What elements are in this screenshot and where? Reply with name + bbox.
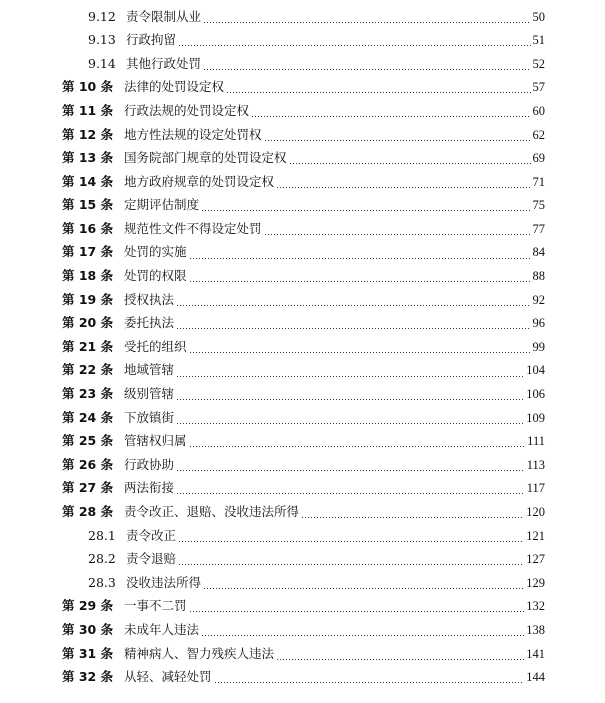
toc-entry-title: 处罚的实施 — [124, 244, 187, 260]
toc-entry-number: 28.3 — [88, 574, 116, 590]
toc-entry-title: 地方性法规的设定处罚权 — [124, 126, 262, 142]
dot-leader — [289, 163, 531, 164]
toc-entry[interactable] — [0, 312, 605, 336]
dot-leader — [189, 352, 531, 353]
toc-entry-title: 地方政府规章的处罚设定权 — [124, 173, 275, 189]
toc-entry-number: 第 19 条 — [62, 291, 114, 307]
dot-leader — [264, 234, 531, 235]
toc-entry-page-number: 127 — [526, 552, 545, 567]
toc-entry-page-number: 69 — [532, 151, 545, 166]
toc-entry-page-number: 99 — [532, 339, 545, 354]
toc-entry-title: 国务院部门规章的处罚设定权 — [124, 150, 287, 166]
toc-entry[interactable] — [0, 453, 605, 477]
toc-entry[interactable] — [0, 430, 605, 454]
dot-leader — [178, 45, 530, 46]
dot-leader — [176, 305, 530, 306]
toc-entry-page-number: 71 — [532, 174, 545, 189]
toc-entry[interactable] — [0, 265, 605, 289]
toc-entry-page-number: 60 — [532, 103, 545, 118]
toc-entry-title: 责令限制从业 — [126, 8, 202, 24]
toc-entry-title: 授权执法 — [124, 291, 175, 307]
toc-entry-number: 第 32 条 — [62, 669, 114, 685]
toc-entry-number: 第 13 条 — [62, 150, 114, 166]
toc-entry-number: 第 29 条 — [62, 598, 114, 614]
dot-leader — [203, 22, 530, 23]
dot-leader — [201, 210, 530, 211]
toc-entry-title: 没收违法所得 — [126, 574, 202, 590]
toc-entry-page-number: 132 — [526, 599, 545, 614]
toc-entry[interactable] — [0, 76, 605, 100]
dot-leader — [176, 399, 524, 400]
toc-entry-title: 精神病人、智力残疾人违法 — [124, 645, 275, 661]
toc-entry-page-number: 104 — [526, 363, 545, 378]
toc-entry-number: 第 24 条 — [62, 409, 114, 425]
toc-entry[interactable] — [0, 147, 605, 171]
toc-entry-title: 下放镇街 — [124, 409, 175, 425]
toc-entry[interactable] — [0, 335, 605, 359]
toc-entry-number: 28.2 — [88, 551, 116, 567]
toc-entry-page-number: 111 — [527, 434, 545, 449]
toc-entry-number: 第 31 条 — [62, 645, 114, 661]
toc-entry[interactable] — [0, 52, 605, 76]
dot-leader — [276, 659, 524, 660]
dot-leader — [178, 564, 524, 565]
toc-entry-number: 第 12 条 — [62, 126, 114, 142]
toc-entry-title: 其他行政处罚 — [126, 55, 202, 71]
toc-entry-page-number: 92 — [532, 292, 545, 307]
toc-entry-page-number: 62 — [532, 127, 545, 142]
toc-entry-title: 地域管辖 — [124, 362, 175, 378]
toc-entry-number: 第 30 条 — [62, 621, 114, 637]
dot-leader — [176, 376, 524, 377]
table-of-contents — [0, 5, 605, 689]
toc-entry[interactable] — [0, 406, 605, 430]
toc-entry-title: 一事不二罚 — [124, 598, 187, 614]
toc-entry-number: 第 26 条 — [62, 456, 114, 472]
toc-entry-page-number: 50 — [532, 9, 545, 24]
toc-entry-title: 委托执法 — [124, 315, 175, 331]
toc-entry-title: 规范性文件不得设定处罚 — [124, 220, 262, 236]
toc-entry[interactable] — [0, 595, 605, 619]
toc-entry-number: 第 21 条 — [62, 338, 114, 354]
toc-entry-title: 级别管辖 — [124, 386, 175, 402]
toc-entry-title: 从轻、减轻处罚 — [124, 669, 212, 685]
toc-entry[interactable] — [0, 571, 605, 595]
dot-leader — [226, 92, 530, 93]
toc-entry[interactable] — [0, 170, 605, 194]
toc-entry-page-number: 141 — [526, 646, 545, 661]
dot-leader — [214, 682, 525, 683]
toc-entry-page-number: 52 — [532, 56, 545, 71]
dot-leader — [189, 258, 531, 259]
toc-entry-page-number: 109 — [526, 410, 545, 425]
toc-entry-title: 法律的处罚设定权 — [124, 79, 225, 95]
toc-entry-number: 第 17 条 — [62, 244, 114, 260]
toc-entry-number: 第 11 条 — [62, 102, 114, 118]
toc-entry-page-number: 120 — [526, 505, 545, 520]
toc-entry-page-number: 84 — [532, 245, 545, 260]
toc-entry[interactable] — [0, 618, 605, 642]
toc-entry[interactable] — [0, 359, 605, 383]
toc-entry[interactable] — [0, 642, 605, 666]
toc-entry-number: 第 20 条 — [62, 315, 114, 331]
toc-entry-title: 责令改正 — [126, 527, 177, 543]
toc-entry-page-number: 88 — [532, 269, 545, 284]
toc-entry-number: 第 23 条 — [62, 386, 114, 402]
dot-leader — [176, 423, 524, 424]
toc-entry-page-number: 117 — [526, 481, 545, 496]
toc-entry[interactable] — [0, 194, 605, 218]
toc-entry[interactable] — [0, 500, 605, 524]
toc-entry-page-number: 113 — [526, 457, 545, 472]
toc-entry-number: 第 16 条 — [62, 220, 114, 236]
toc-entry-number: 第 18 条 — [62, 268, 114, 284]
toc-entry-title: 管辖权归属 — [124, 433, 187, 449]
toc-entry-page-number: 75 — [532, 198, 545, 213]
toc-entry-number: 第 27 条 — [62, 480, 114, 496]
dot-leader — [178, 541, 524, 542]
toc-entry-title: 未成年人违法 — [124, 621, 200, 637]
toc-entry[interactable] — [0, 288, 605, 312]
toc-entry[interactable] — [0, 477, 605, 501]
dot-leader — [176, 470, 525, 471]
toc-entry-number: 第 22 条 — [62, 362, 114, 378]
toc-entry-page-number: 144 — [526, 670, 545, 685]
toc-entry-title: 受托的组织 — [124, 338, 187, 354]
dot-leader — [176, 328, 530, 329]
toc-entry-page-number: 57 — [532, 80, 545, 95]
toc-entry[interactable] — [0, 5, 605, 29]
toc-entry-page-number: 129 — [526, 575, 545, 590]
toc-entry-title: 处罚的权限 — [124, 268, 187, 284]
toc-entry-number: 9.14 — [88, 55, 116, 71]
dot-leader — [276, 187, 530, 188]
toc-entry-number: 第 14 条 — [62, 173, 114, 189]
toc-entry[interactable] — [0, 383, 605, 407]
toc-entry-title: 行政拘留 — [126, 32, 177, 48]
toc-entry-number: 第 15 条 — [62, 197, 114, 213]
toc-entry-title: 责令改正、退赔、没收违法所得 — [124, 504, 300, 520]
toc-entry[interactable] — [0, 241, 605, 265]
dot-leader — [201, 635, 524, 636]
toc-entry-page-number: 51 — [532, 33, 545, 48]
toc-entry-title: 两法衔接 — [124, 480, 175, 496]
toc-entry-title: 行政协助 — [124, 456, 175, 472]
toc-entry[interactable] — [0, 123, 605, 147]
dot-leader — [176, 493, 525, 494]
toc-entry[interactable] — [0, 99, 605, 123]
dot-leader — [264, 140, 531, 141]
toc-entry-number: 9.12 — [88, 8, 116, 24]
toc-entry[interactable] — [0, 217, 605, 241]
toc-entry-title: 责令退赔 — [126, 551, 177, 567]
dot-leader — [203, 588, 524, 589]
toc-entry-number: 28.1 — [88, 527, 116, 543]
toc-entry[interactable] — [0, 29, 605, 53]
toc-entry-number: 第 10 条 — [62, 79, 114, 95]
toc-entry-page-number: 96 — [532, 316, 545, 331]
dot-leader — [301, 517, 524, 518]
toc-entry[interactable] — [0, 524, 605, 548]
toc-entry-title: 定期评估制度 — [124, 197, 200, 213]
toc-entry-number: 第 28 条 — [62, 504, 114, 520]
dot-leader — [189, 446, 526, 447]
toc-entry-number: 9.13 — [88, 32, 116, 48]
toc-entry-number: 第 25 条 — [62, 433, 114, 449]
dot-leader — [203, 69, 530, 70]
dot-leader — [189, 611, 525, 612]
toc-entry-page-number: 138 — [526, 622, 545, 637]
toc-entry[interactable] — [0, 666, 605, 690]
dot-leader — [251, 116, 530, 117]
toc-entry[interactable] — [0, 548, 605, 572]
toc-entry-title: 行政法规的处罚设定权 — [124, 102, 250, 118]
toc-entry-page-number: 121 — [526, 528, 545, 543]
toc-entry-page-number: 106 — [526, 387, 545, 402]
dot-leader — [189, 281, 531, 282]
toc-entry-page-number: 77 — [532, 221, 545, 236]
